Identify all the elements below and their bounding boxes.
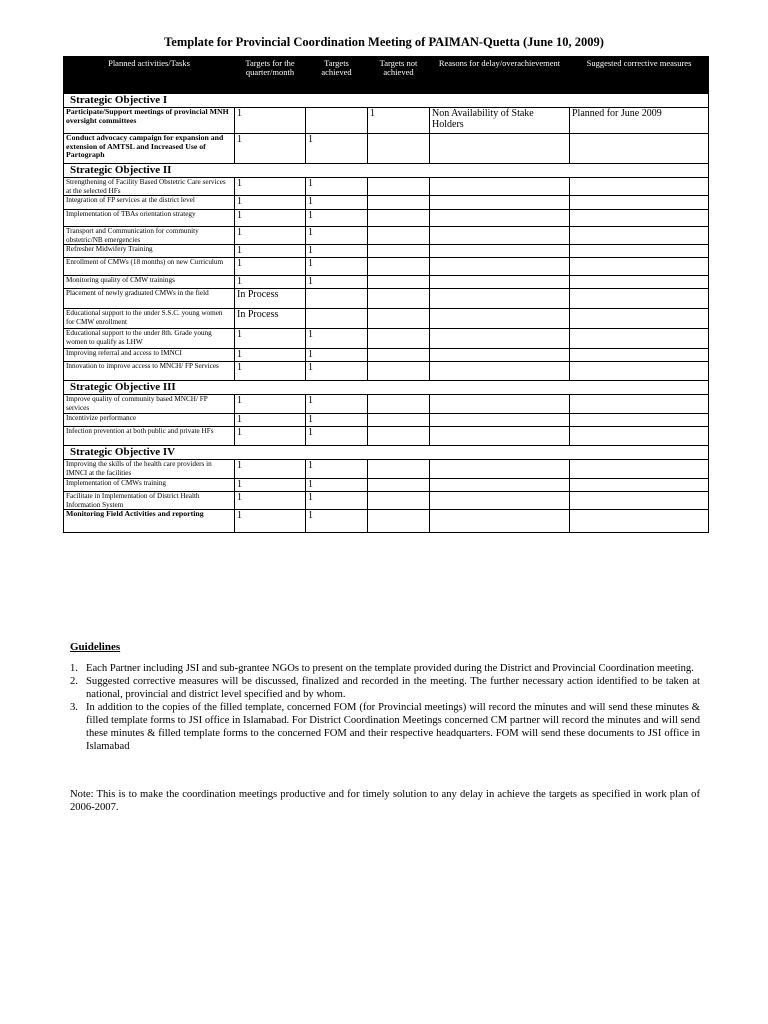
target-cell: 1 xyxy=(235,178,306,196)
guideline-text: Each Partner including JSI and sub-grantee NGOs to present on the template provided during the District and Provincial Coordination meeting. xyxy=(86,663,694,674)
measure-cell xyxy=(570,329,709,349)
activity-cell: Implementation of TBAs orientation strategy xyxy=(64,210,235,227)
achieved-cell: 1 xyxy=(306,178,368,196)
measure-cell xyxy=(570,227,709,245)
achieved-cell: 1 xyxy=(306,227,368,245)
reason-cell xyxy=(430,479,570,492)
guideline-text: In addition to the copies of the filled template, concerned FOM (for Provincial meetings) will record the minutes and will send these minutes & filled template forms to JSI office in Islamabad. For District Coordination Meetings concerned CM partner will record the minutes and will send these minutes & filled template forms to the concerned FOM and their respective headquarters. FOM will send these documents to JSI office in Islamabad xyxy=(86,702,700,752)
reason-cell xyxy=(430,309,570,329)
table-row xyxy=(64,349,709,362)
activity-cell: Improve quality of community based MNCH/ FP services xyxy=(64,395,235,414)
objective-title: Strategic Objective II xyxy=(70,164,172,176)
reason-cell xyxy=(430,178,570,196)
target-cell: 1 xyxy=(235,479,306,492)
guideline-item xyxy=(70,675,700,701)
table-row xyxy=(64,196,709,210)
reason-cell xyxy=(430,492,570,510)
objective-cell xyxy=(64,446,709,460)
activity-cell: Monitoring quality of CMW trainings xyxy=(64,276,235,289)
achieved-cell: 1 xyxy=(306,510,368,533)
objective-row xyxy=(64,164,709,178)
achieved-cell: 1 xyxy=(306,479,368,492)
measure-cell xyxy=(570,492,709,510)
not-achieved-cell xyxy=(368,349,430,362)
activity-cell: Improving the skills of the health care providers in IMNCI at the facilities xyxy=(64,460,235,479)
achieved-cell: 1 xyxy=(306,276,368,289)
activity-cell: Improving referral and access to IMNCI xyxy=(64,349,235,362)
target-cell: 1 xyxy=(235,349,306,362)
activity-cell: Placement of newly graduated CMWs in the field xyxy=(64,289,235,309)
measure-cell xyxy=(570,289,709,309)
table-row xyxy=(64,460,709,479)
objective-title: Strategic Objective IV xyxy=(70,446,176,458)
table-row xyxy=(64,276,709,289)
target-cell: 1 xyxy=(235,414,306,427)
measure-cell xyxy=(570,196,709,210)
reason-cell xyxy=(430,329,570,349)
target-cell: In Process xyxy=(235,289,306,309)
activity-cell: Refresher Midwifery Training xyxy=(64,245,235,258)
achieved-cell: 1 xyxy=(306,329,368,349)
reason-cell xyxy=(430,460,570,479)
table-row xyxy=(64,362,709,381)
table-body xyxy=(64,94,709,533)
table-row xyxy=(64,210,709,227)
table-row xyxy=(64,427,709,446)
activity-cell: Educational support to the under S.S.C. young women for CMW enrollment xyxy=(64,309,235,329)
column-header: Planned activities/Tasks xyxy=(64,57,235,94)
table-row xyxy=(64,479,709,492)
not-achieved-cell xyxy=(368,227,430,245)
objective-title: Strategic Objective I xyxy=(70,94,168,106)
activity-cell: Monitoring Field Activities and reporting xyxy=(64,510,235,533)
reason-cell xyxy=(430,289,570,309)
target-cell: In Process xyxy=(235,309,306,329)
not-achieved-cell xyxy=(368,362,430,381)
objective-row xyxy=(64,381,709,395)
achieved-cell: 1 xyxy=(306,460,368,479)
achieved-cell: 1 xyxy=(306,492,368,510)
column-header: Targets for the quarter/month xyxy=(235,57,306,94)
achieved-cell: 1 xyxy=(306,258,368,276)
table-row xyxy=(64,309,709,329)
measure-cell xyxy=(570,134,709,164)
measure-cell xyxy=(570,395,709,414)
reason-cell xyxy=(430,245,570,258)
target-cell: 1 xyxy=(235,510,306,533)
achieved-cell xyxy=(306,108,368,134)
achieved-cell xyxy=(306,289,368,309)
not-achieved-cell xyxy=(368,134,430,164)
column-header: Targets achieved xyxy=(306,57,368,94)
not-achieved-cell xyxy=(368,258,430,276)
target-cell: 1 xyxy=(235,245,306,258)
guideline-item xyxy=(70,701,700,753)
table-row xyxy=(64,227,709,245)
guidelines-list xyxy=(70,662,700,753)
list-number: 2. xyxy=(70,676,78,687)
table-row xyxy=(64,289,709,309)
activity-cell: Enrollment of CMWs (18 months) on new Curriculum xyxy=(64,258,235,276)
table-header-row xyxy=(64,57,709,94)
measure-cell xyxy=(570,510,709,533)
not-achieved-cell xyxy=(368,245,430,258)
reason-cell xyxy=(430,210,570,227)
measure-cell: Planned for June 2009 xyxy=(570,108,709,134)
list-number: 1. xyxy=(70,663,78,674)
table-row xyxy=(64,395,709,414)
activity-cell: Strengthening of Facility Based Obstetric Care services at the selected HFs xyxy=(64,178,235,196)
achieved-cell: 1 xyxy=(306,245,368,258)
not-achieved-cell xyxy=(368,309,430,329)
objective-title: Strategic Objective III xyxy=(70,381,176,393)
achieved-cell: 1 xyxy=(306,210,368,227)
measure-cell xyxy=(570,309,709,329)
measure-cell xyxy=(570,479,709,492)
measure-cell xyxy=(570,258,709,276)
table-row xyxy=(64,258,709,276)
table-row xyxy=(64,510,709,533)
measure-cell xyxy=(570,414,709,427)
reason-cell xyxy=(430,196,570,210)
target-cell: 1 xyxy=(235,134,306,164)
table-row xyxy=(64,245,709,258)
not-achieved-cell: 1 xyxy=(368,108,430,134)
not-achieved-cell xyxy=(368,178,430,196)
not-achieved-cell xyxy=(368,510,430,533)
not-achieved-cell xyxy=(368,210,430,227)
target-cell: 1 xyxy=(235,427,306,446)
achieved-cell: 1 xyxy=(306,349,368,362)
activity-cell: Infection prevention at both public and private HFs xyxy=(64,427,235,446)
not-achieved-cell xyxy=(368,276,430,289)
reason-cell xyxy=(430,362,570,381)
measure-cell xyxy=(570,362,709,381)
achieved-cell: 1 xyxy=(306,196,368,210)
measure-cell xyxy=(570,276,709,289)
measure-cell xyxy=(570,245,709,258)
not-achieved-cell xyxy=(368,414,430,427)
objective-cell xyxy=(64,164,709,178)
reason-cell xyxy=(430,276,570,289)
column-header: Suggested corrective measures xyxy=(570,57,709,94)
reason-cell xyxy=(430,258,570,276)
guideline-item xyxy=(70,662,700,675)
activity-cell: Participate/Support meetings of provincial MNH oversight committees xyxy=(64,108,235,134)
list-number: 3. xyxy=(70,702,78,713)
objective-cell xyxy=(64,381,709,395)
guidelines-heading: Guidelines xyxy=(70,641,121,653)
not-achieved-cell xyxy=(368,479,430,492)
table-row xyxy=(64,414,709,427)
activity-cell: Implementation of CMWs training xyxy=(64,479,235,492)
achieved-cell: 1 xyxy=(306,362,368,381)
reason-cell xyxy=(430,395,570,414)
measure-cell xyxy=(570,210,709,227)
not-achieved-cell xyxy=(368,427,430,446)
objective-cell xyxy=(64,94,709,108)
achieved-cell: 1 xyxy=(306,395,368,414)
activity-cell: Facilitate in Implementation of District Health Information System xyxy=(64,492,235,510)
coordination-template-table xyxy=(63,56,709,533)
target-cell: 1 xyxy=(235,210,306,227)
target-cell: 1 xyxy=(235,276,306,289)
table-row xyxy=(64,108,709,134)
reason-cell xyxy=(430,414,570,427)
table-row xyxy=(64,134,709,164)
note-paragraph: Note: This is to make the coordination meetings productive and for timely solution to any delay in achieve the targets as specified in work plan of 2006-2007. xyxy=(70,789,700,813)
reason-cell xyxy=(430,510,570,533)
measure-cell xyxy=(570,349,709,362)
activity-cell: Integration of FP services at the district level xyxy=(64,196,235,210)
page-title: Template for Provincial Coordination Meeting of PAIMAN-Quetta (June 10, 2009) xyxy=(164,35,604,49)
target-cell: 1 xyxy=(235,227,306,245)
target-cell: 1 xyxy=(235,362,306,381)
activity-cell: Innovation to improve access to MNCH/ FP Services xyxy=(64,362,235,381)
objective-row xyxy=(64,446,709,460)
reason-cell: Non Availability of Stake Holders xyxy=(430,108,570,134)
achieved-cell: 1 xyxy=(306,134,368,164)
target-cell: 1 xyxy=(235,329,306,349)
reason-cell xyxy=(430,427,570,446)
activity-cell: Transport and Communication for community obstetric/NB emergencies xyxy=(64,227,235,245)
table-row xyxy=(64,492,709,510)
not-achieved-cell xyxy=(368,460,430,479)
activity-cell: Educational support to the under 8th. Grade young women to qualify as LHW xyxy=(64,329,235,349)
target-cell: 1 xyxy=(235,108,306,134)
activity-cell: Incentivize performance xyxy=(64,414,235,427)
reason-cell xyxy=(430,134,570,164)
achieved-cell: 1 xyxy=(306,427,368,446)
activity-cell: Conduct advocacy campaign for expansion and extension of AMTSL and Increased Use of Partograph xyxy=(64,134,235,164)
table-row xyxy=(64,178,709,196)
measure-cell xyxy=(570,427,709,446)
target-cell: 1 xyxy=(235,395,306,414)
column-header: Reasons for delay/overachievement xyxy=(430,57,570,94)
table-row xyxy=(64,329,709,349)
target-cell: 1 xyxy=(235,460,306,479)
column-header: Targets not achieved xyxy=(368,57,430,94)
reason-cell xyxy=(430,349,570,362)
target-cell: 1 xyxy=(235,258,306,276)
not-achieved-cell xyxy=(368,196,430,210)
reason-cell xyxy=(430,227,570,245)
not-achieved-cell xyxy=(368,492,430,510)
measure-cell xyxy=(570,178,709,196)
target-cell: 1 xyxy=(235,196,306,210)
objective-row xyxy=(64,94,709,108)
target-cell: 1 xyxy=(235,492,306,510)
measure-cell xyxy=(570,460,709,479)
achieved-cell: 1 xyxy=(306,414,368,427)
not-achieved-cell xyxy=(368,329,430,349)
guideline-text: Suggested corrective measures will be discussed, finalized and recorded in the meeting. The further necessary action identified to be taken at national, provincial and district level specified and by whom. xyxy=(86,676,700,700)
not-achieved-cell xyxy=(368,289,430,309)
not-achieved-cell xyxy=(368,395,430,414)
achieved-cell xyxy=(306,309,368,329)
